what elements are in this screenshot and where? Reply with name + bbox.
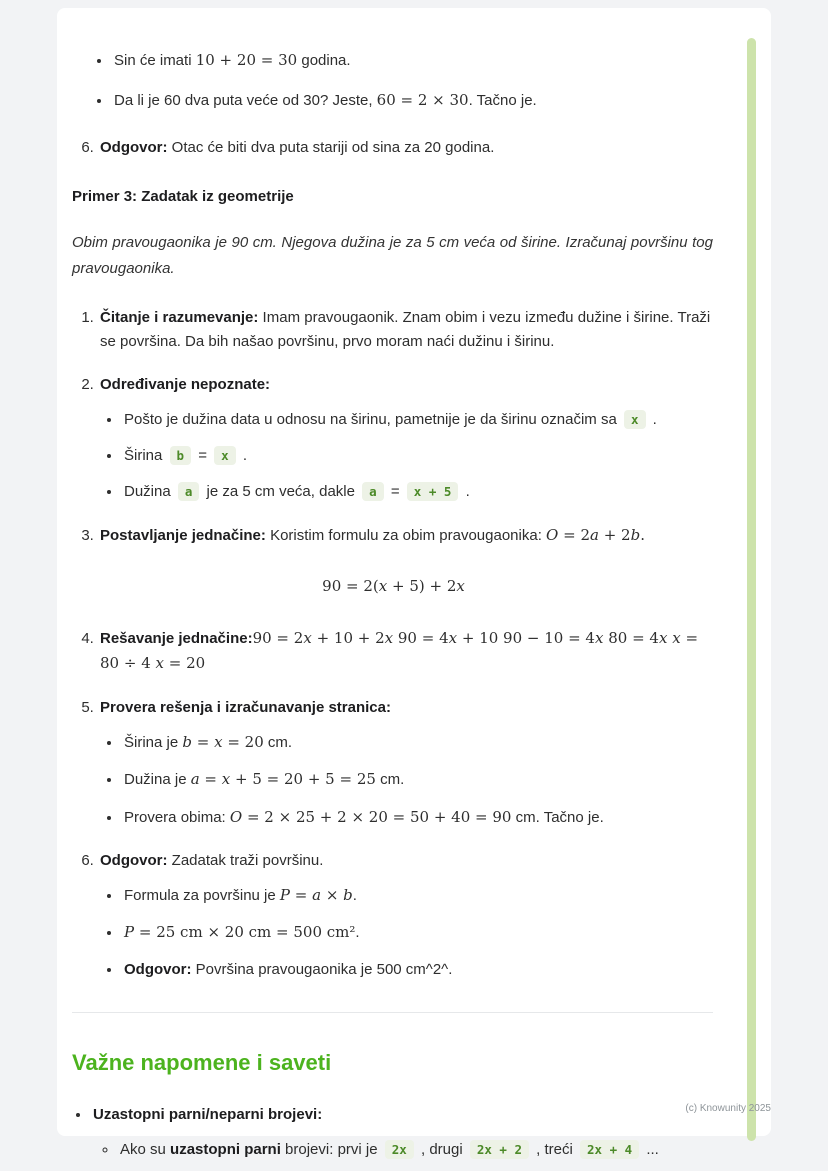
intro-bullet-list bbox=[72, 48, 713, 114]
equation-block: 90 = 2(x + 5) + 2x bbox=[322, 576, 465, 595]
notes-item-lead: Uzastopni parni/neparni brojevi: bbox=[93, 1105, 323, 1123]
list-item bbox=[122, 767, 713, 792]
step6-sub-list bbox=[100, 883, 713, 982]
watermark: (c) Knowunity 2025 bbox=[685, 1103, 771, 1114]
step-item-6 bbox=[98, 849, 713, 982]
bullet-text: Odgovor: Površina pravougaonika je 500 cm^2^. bbox=[124, 960, 453, 978]
inline-code-token: a bbox=[178, 482, 200, 501]
step-item-4 bbox=[98, 626, 713, 677]
inline-code-token: 2x + 4 bbox=[580, 1140, 639, 1159]
bullet-text: Širina je b = x = 20 cm. bbox=[124, 732, 293, 751]
inline-code-token: x bbox=[624, 410, 646, 429]
bullet-text: Dužina a je za 5 cm veća, dakle a = x + 5 . bbox=[124, 483, 470, 501]
notes-item bbox=[91, 1103, 713, 1165]
step-text: Postavljanje jednačine: Koristim formulu za obim pravougaonika: O = 2a + 2b. bbox=[100, 526, 645, 545]
step-text: Odgovor: Zadatak traži površinu. bbox=[100, 851, 324, 869]
notes-list bbox=[72, 1103, 713, 1165]
inline-code-token: a bbox=[362, 482, 384, 501]
answer-item-list bbox=[72, 136, 713, 160]
list-item bbox=[122, 730, 713, 755]
inline-code-token: x bbox=[214, 446, 236, 465]
list-item bbox=[122, 920, 713, 945]
problem-statement: Obim pravougaonika je 90 cm. Njegova dužina je za 5 cm veća od širine. Izračunaj površinu tog pravougaonika. bbox=[72, 234, 713, 278]
step-text: Provera rešenja i izračunavanje stranica: bbox=[100, 698, 391, 716]
content-card bbox=[57, 8, 771, 1158]
step-item-2 bbox=[98, 373, 713, 504]
bullet-text: Formula za površinu je P = a × b. bbox=[124, 886, 357, 905]
answer-text: Odgovor: Otac će biti dva puta stariji od sina za 20 godina. bbox=[100, 138, 495, 156]
step5-sub-list bbox=[100, 730, 713, 830]
bullet-text: P = 25 cm × 20 cm = 500 cm². bbox=[124, 923, 360, 942]
step-text: Rešavanje jednačine:90 = 2x + 10 + 2x 90 = 4x + 10 90 − 10 = 4x 80 = 4x x = 80 ÷ 4 x = 20 bbox=[100, 629, 699, 673]
bullet-text: Pošto je dužina data u odnosu na širinu, pametnije je da širinu označim sa x . bbox=[124, 410, 657, 428]
step-text: Određivanje nepoznate: bbox=[100, 376, 271, 394]
list-item bbox=[122, 444, 713, 468]
inline-code-token: x + 5 bbox=[407, 482, 459, 501]
inline-code-token: b bbox=[170, 446, 192, 465]
list-item bbox=[122, 958, 713, 982]
notes-heading: Važne napomene i saveti bbox=[72, 1050, 332, 1076]
list-item bbox=[112, 88, 713, 113]
bullet-text: Ako su uzastopni parni brojevi: prvi je 2x , drugi 2x + 2 , treći 2x + 4 ... bbox=[120, 1140, 659, 1158]
bullet-text: Provera obima: O = 2 × 25 + 2 × 20 = 50 + 40 = 90 cm. Tačno je. bbox=[124, 807, 604, 826]
document-content bbox=[57, 8, 771, 1164]
step-text: Čitanje i razumevanje: Imam pravougaonik. Znam obim i vezu između dužine i širine. Traži se površina. Da bih našao površinu, prvo moram naći dužinu i širinu. bbox=[100, 308, 711, 350]
section-divider bbox=[72, 1012, 713, 1013]
list-item bbox=[122, 883, 713, 908]
bullet-text: Dužina je a = x + 5 = 20 + 5 = 25 cm. bbox=[124, 770, 405, 789]
scrollbar-thumb[interactable] bbox=[747, 38, 756, 1141]
list-item bbox=[122, 805, 713, 830]
bullet-text: Širina b = x . bbox=[124, 446, 248, 464]
list-item bbox=[112, 48, 713, 73]
numbered-item-6 bbox=[98, 136, 713, 160]
step2-sub-list bbox=[100, 408, 713, 505]
notes-sub-list bbox=[93, 1136, 713, 1165]
inline-code-token: 2x + 2 bbox=[470, 1140, 529, 1159]
list-item bbox=[122, 480, 713, 504]
bullet-text: Sin će imati 10 + 20 = 30 godina. bbox=[114, 51, 351, 69]
solution-steps-list bbox=[72, 306, 713, 982]
list-item bbox=[122, 408, 713, 432]
bullet-text: Da li je 60 dva puta veće od 30? Jeste, 60 = 2 × 30. Tačno je. bbox=[114, 91, 537, 110]
step-item-1 bbox=[98, 306, 713, 355]
step-item-3 bbox=[98, 523, 713, 599]
inline-code-token: 2x bbox=[385, 1140, 414, 1159]
notes-sub-item bbox=[118, 1136, 713, 1165]
primer3-heading: Primer 3: Zadatak iz geometrije bbox=[72, 187, 294, 205]
step-item-5 bbox=[98, 696, 713, 830]
